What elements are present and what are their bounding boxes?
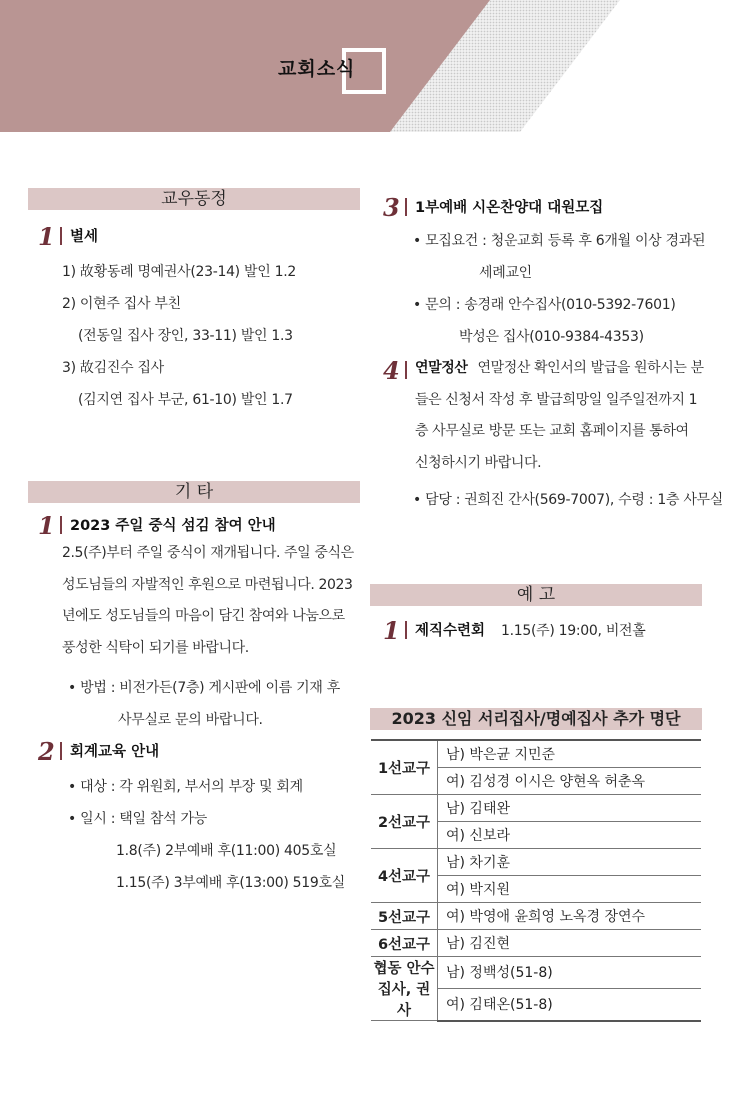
- group-cell: 6선교구: [371, 930, 438, 957]
- item-bullet: • 문의 : 송경래 안수집사(010-5392-7601): [413, 297, 676, 313]
- item-line: 2) 이현주 집사 부친: [62, 296, 181, 312]
- name-cell: 여) 신보라: [438, 822, 702, 849]
- list-item: [383, 616, 703, 645]
- item-lead: 연말정산: [415, 360, 468, 376]
- page-title: 교회소식: [278, 58, 356, 80]
- item-number: 1: [383, 616, 400, 645]
- item-number: 1: [38, 222, 55, 251]
- table-row: [371, 930, 701, 957]
- group-cell: 1선교구: [371, 740, 438, 795]
- item-bullet: 1.15(주) 3부예배 후(13:00) 519호실: [116, 875, 345, 891]
- item-paragraph: 2.5(주)부터 주일 중식이 재개됩니다. 주일 중식은 성도님들의 자발적인 후원으로 마련됩니다. 2023년에도 성도님들의 마음이 담긴 참여와 나눔으로 풍성한 식탁이 되기를 바랍니다.: [62, 545, 354, 656]
- divider: [405, 361, 407, 379]
- item-detail: 1.15(주) 19:00, 비전홀: [501, 623, 646, 639]
- item-title: 회계교육 안내: [70, 744, 160, 760]
- list-item: [383, 193, 706, 346]
- group-cell: 5선교구: [371, 903, 438, 930]
- group-cell: 2선교구: [371, 795, 438, 849]
- item-bullet: • 모집요건 : 청운교회 등록 후 6개월 이상 경과된: [413, 233, 706, 249]
- item-title: 별세: [70, 229, 99, 245]
- item-number: 4: [383, 356, 400, 385]
- item-bullet: • 담당 : 권희진 간사(569-7007), 수령 : 1층 사무실: [413, 492, 723, 508]
- list-item: [383, 356, 723, 529]
- item-bullet: • 일시 : 택일 참석 가능: [68, 811, 207, 827]
- table-row: [371, 957, 701, 989]
- item-line: 3) 故김진수 집사: [62, 360, 164, 376]
- roster-table: [371, 739, 701, 1022]
- item-line: 1) 故황동례 명예권사(23-14) 발인 1.2: [62, 264, 296, 280]
- name-cell: 남) 차기훈: [438, 849, 702, 876]
- divider: [405, 198, 407, 216]
- item-line: (김지연 집사 부군, 61-10) 발인 1.7: [78, 392, 293, 408]
- name-cell: 여) 김태온(51-8): [438, 988, 702, 1020]
- group-line: 집사, 권사: [377, 982, 431, 1019]
- item-bullet: • 대상 : 각 위원회, 부서의 부장 및 회계: [68, 779, 303, 795]
- section-heading-gyowoo: 교우동정: [28, 188, 360, 210]
- divider: [60, 516, 62, 534]
- item-number: 2: [38, 737, 55, 766]
- section-heading-yego: 예 고: [370, 584, 702, 606]
- item-bullet: 세례교인: [479, 265, 532, 281]
- name-cell: 여) 박영애 윤희영 노옥경 장연수: [438, 903, 702, 930]
- name-cell: 여) 김성경 이시은 양현옥 허춘옥: [438, 768, 702, 795]
- item-bullet: 사무실로 문의 바랍니다.: [118, 712, 263, 728]
- name-cell: 남) 박은균 지민준: [438, 740, 702, 768]
- item-title: 제직수련회: [415, 623, 486, 639]
- table-row: [371, 740, 701, 768]
- roster-heading: 2023 신임 서리집사/명예집사 추가 명단: [370, 708, 702, 730]
- item-bullet: 박성은 집사(010-9384-4353): [459, 329, 644, 345]
- divider: [60, 742, 62, 760]
- item-number: 3: [383, 193, 400, 222]
- name-cell: 남) 김태완: [438, 795, 702, 822]
- section-heading-gita: 기 타: [28, 481, 360, 503]
- divider: [405, 621, 407, 639]
- list-item: [38, 511, 360, 728]
- group-line: 협동 안수: [373, 961, 435, 977]
- item-title: 2023 주일 중식 섬김 참여 안내: [70, 518, 276, 534]
- item-bullet: • 방법 : 비전가든(7층) 게시판에 이름 기재 후: [68, 680, 340, 696]
- name-cell: 남) 정백성(51-8): [438, 957, 702, 989]
- divider: [60, 227, 62, 245]
- item-line: (전동일 집사 장인, 33-11) 발인 1.3: [78, 328, 293, 344]
- item-text: 연말정산 확인서의 발급을 원하시는 분들은 신청서 작성 후 발급희망일 일주일전까지 1층 사무실로 방문 또는 교회 홈페이지를 통하여 신청하시기 바랍니다.: [415, 360, 704, 471]
- group-cell: 4선교구: [371, 849, 438, 903]
- table-row: [371, 903, 701, 930]
- list-item: [38, 737, 360, 891]
- item-title: 1부예배 시온찬양대 대원모집: [415, 200, 604, 216]
- name-cell: 여) 박지원: [438, 876, 702, 903]
- name-cell: 남) 김진현: [438, 930, 702, 957]
- list-item: [38, 222, 358, 408]
- group-cell: [371, 957, 438, 1021]
- item-paragraph: [415, 353, 705, 479]
- table-row: [371, 849, 701, 876]
- table-row: [371, 795, 701, 822]
- item-number: 1: [38, 511, 55, 540]
- item-bullet: 1.8(주) 2부예배 후(11:00) 405호실: [116, 843, 337, 859]
